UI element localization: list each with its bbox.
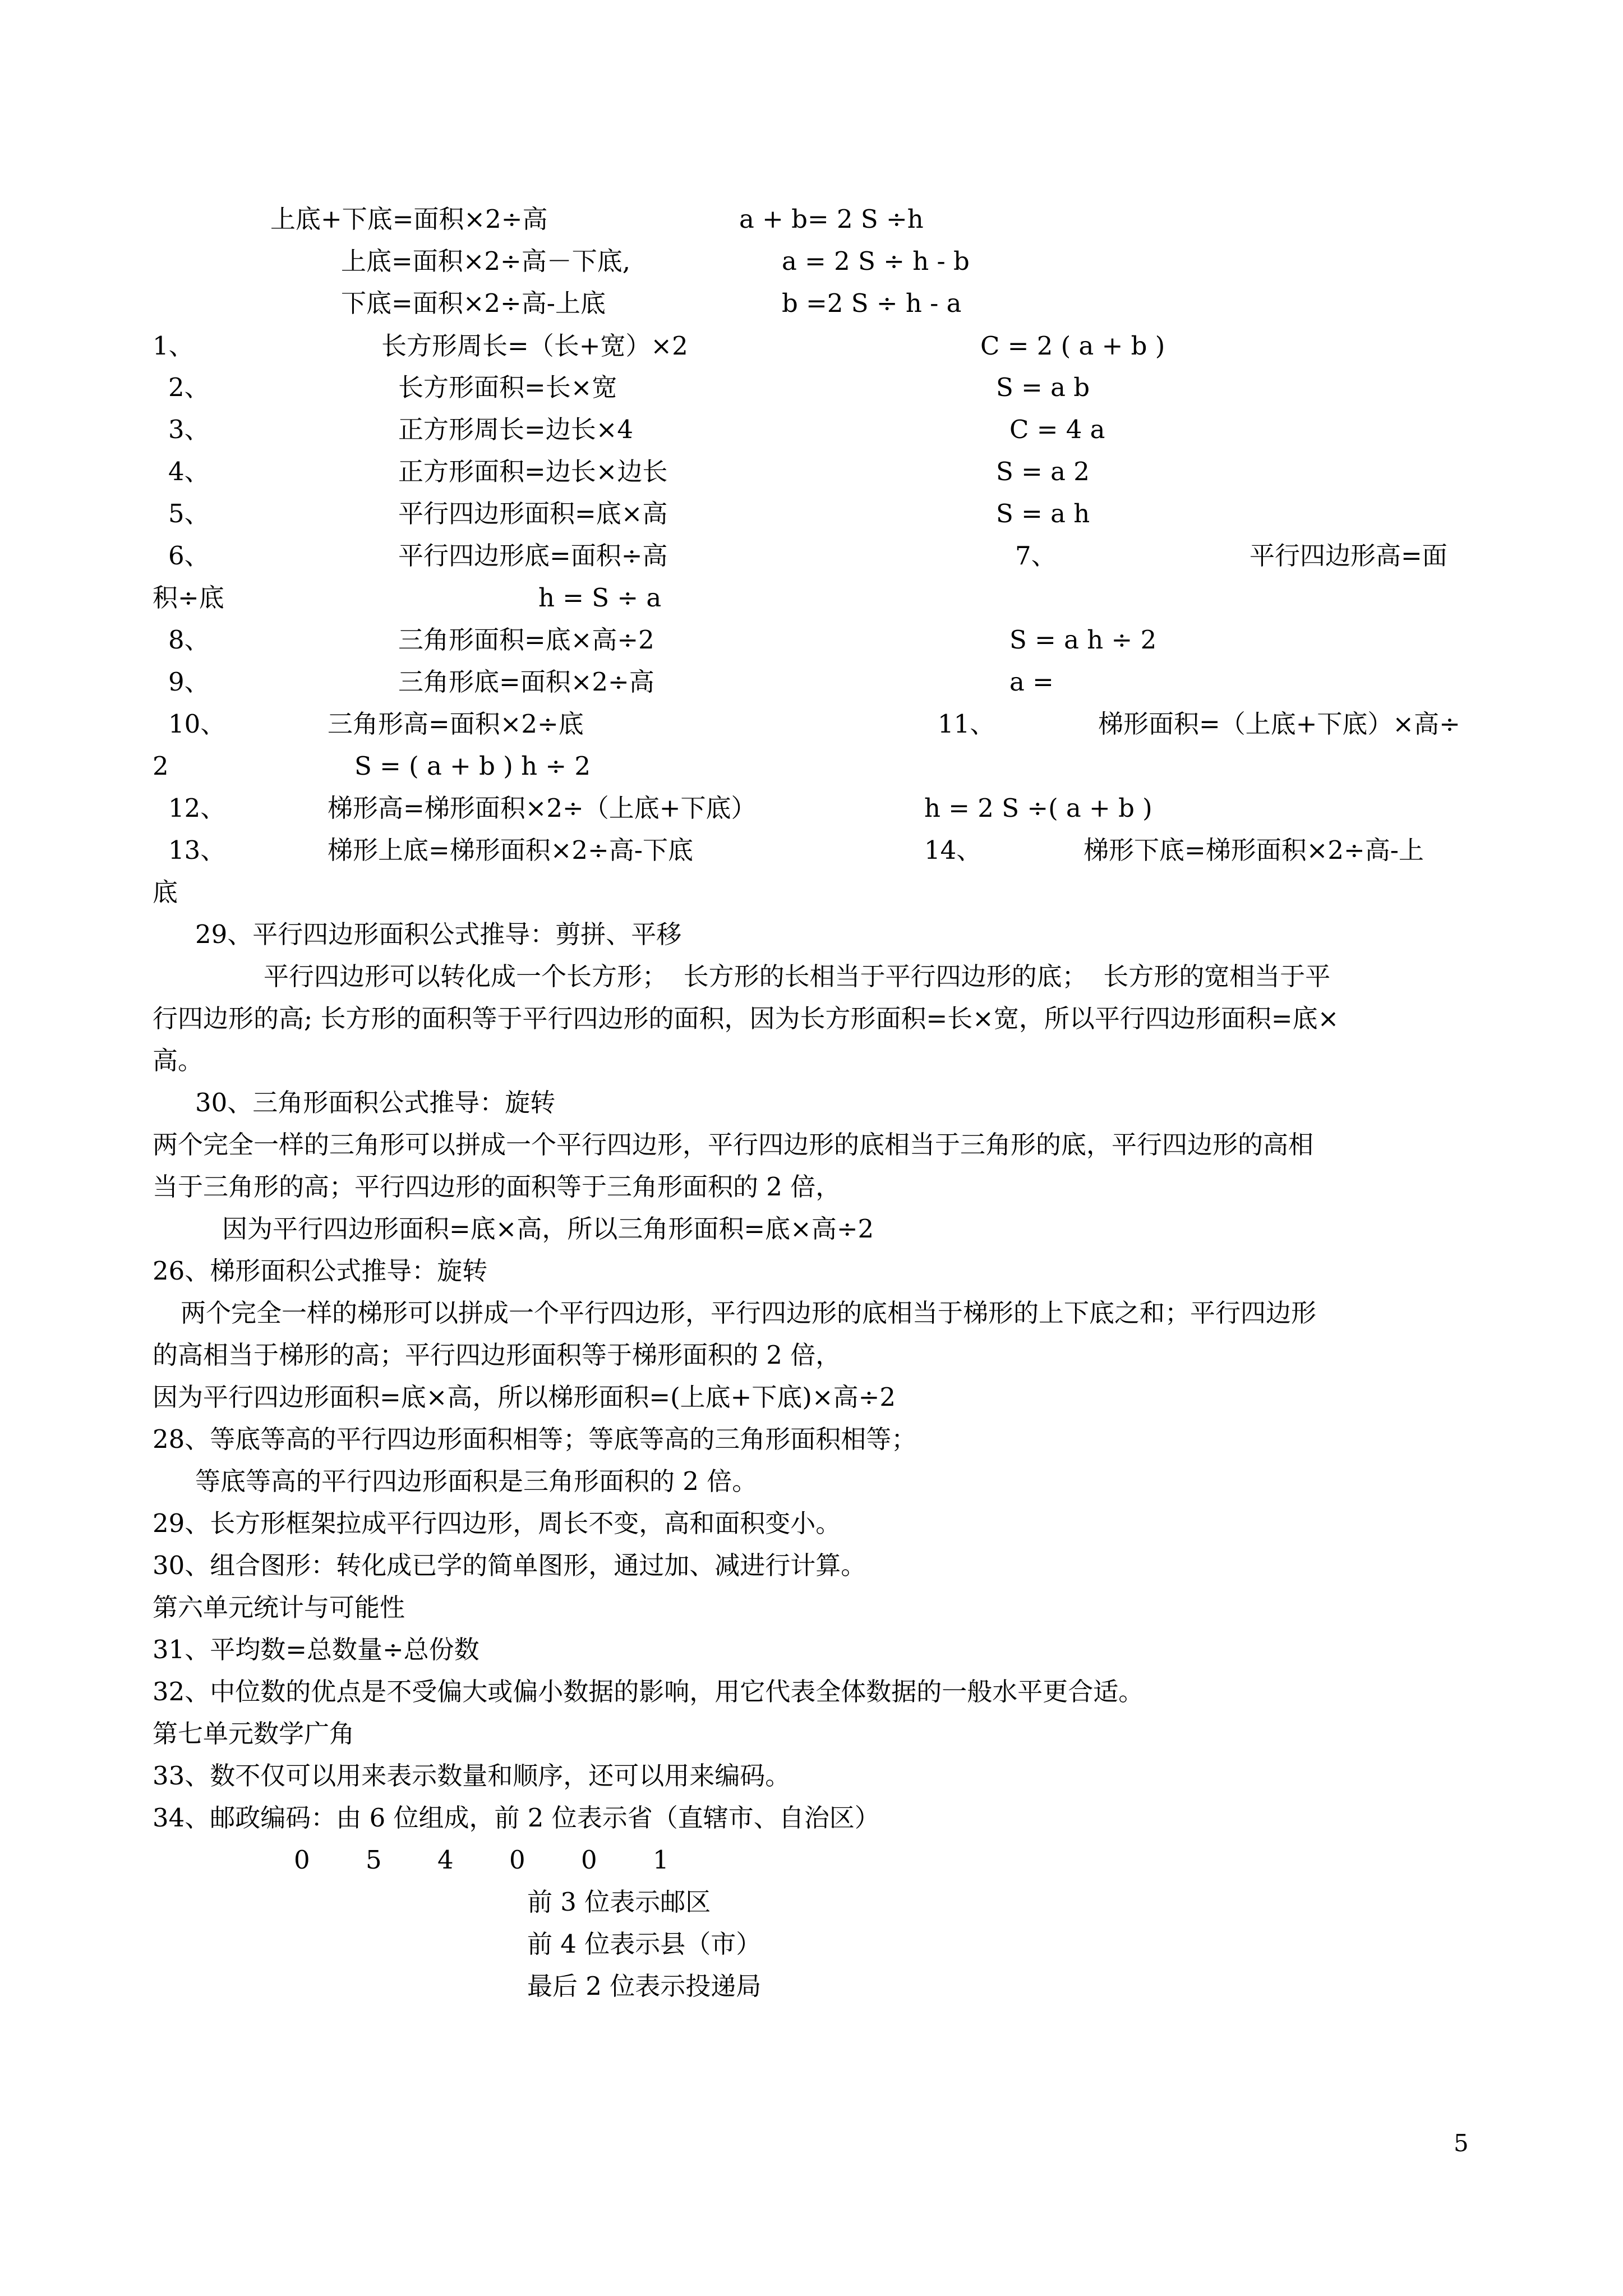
list-text-11: 梯形面积=（上底+下底）×高÷ <box>1098 709 1460 739</box>
unit-7-heading: 第七单元数学广角 <box>153 1719 355 1749</box>
postcode-digit: 0 <box>509 1845 525 1875</box>
list-text-13: 梯形上底=梯形面积×2÷高-下底 <box>328 835 693 865</box>
section-30-line-2: 当于三角形的高；平行四边形的面积等于三角形面积的 2 倍， <box>153 1172 841 1202</box>
list-formula-5: S = a h <box>996 499 1090 528</box>
list-num-1: 1、 <box>153 331 194 361</box>
list-num-8: 8、 <box>168 625 210 655</box>
section-29-line-1: 平行四边形可以转化成一个长方形； 长方形的长相当于平行四边形的底； 长方形的宽相当于平 <box>264 961 1331 991</box>
intro-formula-1: a + b= 2 S ÷h <box>739 204 924 234</box>
postcode-digit: 0 <box>294 1845 310 1875</box>
list-num-13: 13、 <box>168 835 226 865</box>
intro-text-2: 上底=面积×2÷高－下底, <box>341 246 631 276</box>
list-num-11: 11、 <box>938 709 995 739</box>
list-text-4: 正方形面积=边长×边长 <box>398 457 668 486</box>
section-30b: 30、组合图形：转化成已学的简单图形，通过加、减进行计算。 <box>153 1550 866 1580</box>
section-31: 31、平均数=总数量÷总份数 <box>153 1635 479 1664</box>
list-formula-9: a = <box>1009 667 1054 697</box>
list-text-1: 长方形周长=（长+宽）×2 <box>381 331 688 361</box>
list-num-4: 4、 <box>168 457 210 486</box>
section-32: 32、中位数的优点是不受偏大或偏小数据的影响，用它代表全体数据的一般水平更合适。 <box>153 1677 1144 1706</box>
list-num-10: 10、 <box>168 709 226 739</box>
list-text-8: 三角形面积=底×高÷2 <box>398 625 654 655</box>
list-formula-11: S = ( a + b ) h ÷ 2 <box>354 751 591 781</box>
list-num-2: 2、 <box>168 372 210 402</box>
section-29b: 29、长方形框架拉成平行四边形，周长不变，高和面积变小。 <box>153 1508 841 1538</box>
section-29-line-2: 行四边形的高; 长方形的面积等于平行四边形的面积，因为长方形面积=长×宽，所以平行四边形面积=底× <box>153 1004 1339 1033</box>
postcode-note-1: 前 3 位表示邮区 <box>527 1887 711 1917</box>
list-wrap-14: 底 <box>153 877 178 907</box>
list-text-5: 平行四边形面积=底×高 <box>398 499 668 528</box>
list-num-9: 9、 <box>168 667 210 697</box>
list-num-7: 7、 <box>1015 541 1057 570</box>
section-26-line-3: 因为平行四边形面积=底×高，所以梯形面积=(上底+下底)×高÷2 <box>153 1382 896 1412</box>
section-29-line-3: 高。 <box>153 1046 204 1075</box>
section-26-line-2: 的高相当于梯形的高；平行四边形面积等于梯形面积的 2 倍， <box>153 1340 841 1370</box>
list-formula-4: S = a 2 <box>996 457 1090 486</box>
section-30-line-3: 因为平行四边形面积=底×高，所以三角形面积=底×高÷2 <box>222 1214 874 1244</box>
list-num-5: 5、 <box>168 499 210 528</box>
postcode-note-3: 最后 2 位表示投递局 <box>527 1971 762 2001</box>
section-30-line-1: 两个完全一样的三角形可以拼成一个平行四边形，平行四边形的底相当于三角形的底，平行四边形的高相 <box>153 1130 1314 1159</box>
list-num-3: 3、 <box>168 415 210 444</box>
section-30-title: 30、三角形面积公式推导：旋转 <box>195 1088 556 1117</box>
postcode-digit: 1 <box>653 1845 669 1875</box>
list-num-6: 6、 <box>168 541 210 570</box>
postcode-digit: 4 <box>437 1845 454 1875</box>
list-formula-12: h = 2 S ÷( a + b ) <box>924 793 1152 823</box>
list-text-10: 三角形高=面积×2÷底 <box>328 709 584 739</box>
postcode-note-2: 前 4 位表示县（市） <box>527 1929 762 1959</box>
section-29-title: 29、平行四边形面积公式推导：剪拼、平移 <box>195 919 682 949</box>
intro-text-3: 下底=面积×2÷高-上底 <box>341 288 606 318</box>
intro-formula-3: b =2 S ÷ h - a <box>782 288 962 318</box>
section-26-line-1: 两个完全一样的梯形可以拼成一个平行四边形，平行四边形的底相当于梯形的上下底之和；平行四边形 <box>181 1298 1317 1328</box>
list-text-3: 正方形周长=边长×4 <box>398 415 634 444</box>
section-28-line-1: 28、等底等高的平行四边形面积相等；等底等高的三角形面积相等； <box>153 1424 917 1454</box>
list-text-14: 梯形下底=梯形面积×2÷高-上 <box>1083 835 1424 865</box>
list-num-14: 14、 <box>924 835 982 865</box>
list-wrap-11: 2 <box>153 751 169 781</box>
postcode-digit: 5 <box>366 1845 382 1875</box>
page-number: 5 <box>1454 2129 1469 2157</box>
intro-text-1: 上底+下底=面积×2÷高 <box>270 204 548 234</box>
list-formula-3: C = 4 a <box>1009 415 1105 444</box>
list-formula-1: C = 2 ( a + b ) <box>980 331 1165 361</box>
intro-formula-2: a = 2 S ÷ h - b <box>782 246 970 276</box>
list-text-6: 平行四边形底=面积÷高 <box>398 541 668 570</box>
postcode-digit: 0 <box>581 1845 597 1875</box>
section-28-line-2: 等底等高的平行四边形面积是三角形面积的 2 倍。 <box>195 1466 758 1496</box>
list-formula-2: S = a b <box>996 372 1090 402</box>
list-formula-7: h = S ÷ a <box>538 583 662 613</box>
list-text-7: 平行四边形高=面 <box>1249 541 1447 570</box>
list-text-12: 梯形高=梯形面积×2÷（上底+下底） <box>328 793 757 823</box>
list-formula-8: S = a h ÷ 2 <box>1009 625 1157 655</box>
section-33: 33、数不仅可以用来表示数量和顺序，还可以用来编码。 <box>153 1761 791 1791</box>
list-text-2: 长方形面积=长×宽 <box>398 372 617 402</box>
section-26-title: 26、梯形面积公式推导：旋转 <box>153 1256 488 1286</box>
list-text-9: 三角形底=面积×2÷高 <box>398 667 654 697</box>
list-num-12: 12、 <box>168 793 226 823</box>
section-34: 34、邮政编码：由 6 位组成，前 2 位表示省（直辖市、自治区） <box>153 1803 880 1833</box>
list-wrap-7: 积÷底 <box>153 583 224 613</box>
unit-6-heading: 第六单元统计与可能性 <box>153 1593 405 1622</box>
